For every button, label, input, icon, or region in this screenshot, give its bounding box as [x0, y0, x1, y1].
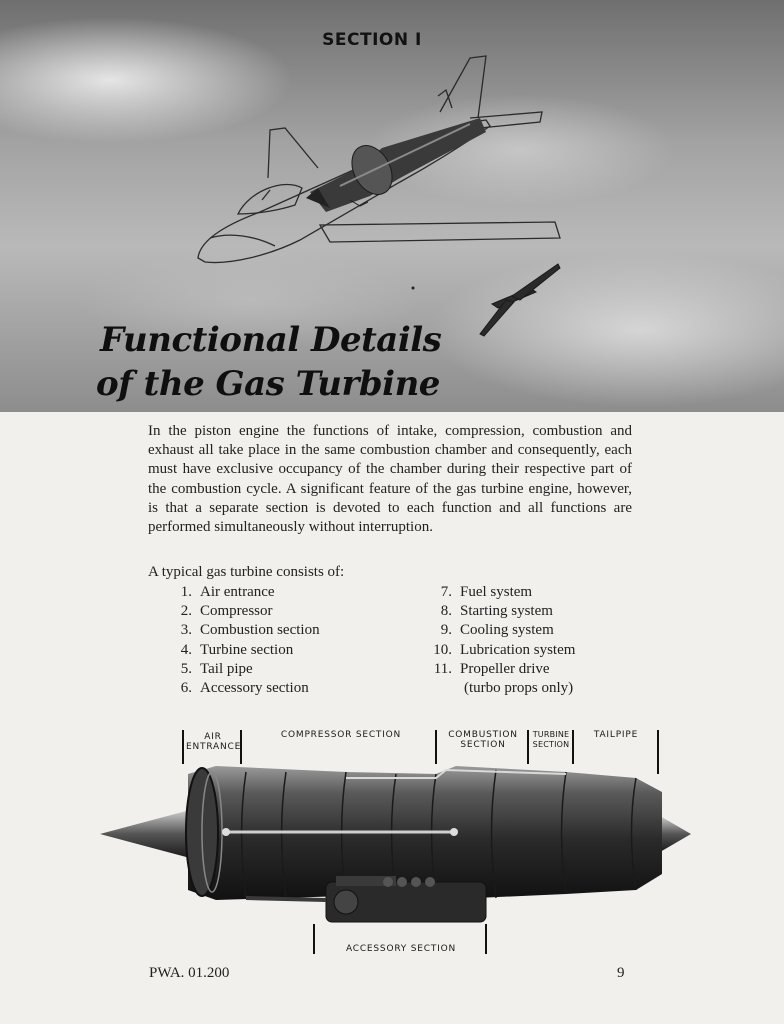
list-item	[420, 660, 660, 679]
item-number: 8.	[440, 603, 452, 620]
list-item	[160, 602, 380, 621]
inlet-nose-cone	[100, 810, 190, 858]
list-item	[420, 621, 660, 640]
item-label: Tail pipe	[200, 660, 253, 677]
label-tailpipe: TAILPIPE	[593, 730, 639, 740]
item-number: 1.	[180, 584, 192, 600]
list-item	[160, 583, 380, 602]
item-number: 11.	[433, 660, 452, 677]
item-number: 2.	[180, 603, 192, 620]
item-label: Starting system	[460, 603, 553, 620]
label-turbine-section	[528, 730, 574, 750]
item-label: Turbine section	[200, 641, 294, 658]
components-list-left	[160, 583, 380, 698]
components-heading: A typical gas turbine consists of:	[148, 564, 345, 580]
sky-illustration-panel	[0, 0, 784, 412]
list-item	[160, 641, 380, 660]
label-combustion-line-1: COMBUSTION	[448, 730, 518, 740]
item-note: (turbo props only)	[464, 680, 574, 697]
item-label: Fuel system	[460, 584, 533, 600]
list-item	[160, 660, 380, 679]
components-list-right	[420, 583, 660, 698]
list-item-note	[420, 679, 660, 698]
document-number: PWA. 01.200	[149, 965, 230, 981]
item-label: Air entrance	[200, 584, 275, 600]
item-label: Compressor	[200, 603, 273, 620]
label-turbine-line-1: TURBINE	[532, 730, 570, 739]
item-number: 10.	[433, 641, 452, 658]
label-air-entrance	[186, 732, 240, 752]
label-compressor-section: COMPRESSOR SECTION	[280, 730, 402, 740]
item-number: 3.	[180, 622, 192, 639]
list-item	[160, 679, 380, 698]
list-item	[420, 602, 660, 621]
item-label: Propeller drive	[460, 660, 550, 677]
engine-cutaway-in-jet	[306, 118, 486, 212]
label-combustion-line-2: SECTION	[460, 740, 506, 750]
label-accessory-section: ACCESSORY SECTION	[345, 944, 457, 954]
title-line-1: Functional Details	[100, 320, 442, 360]
item-label: Cooling system	[460, 622, 554, 639]
exhaust-cone	[660, 816, 691, 852]
intro-paragraph: In the piston engine the functions of intake, compression, combustion and exhaust all take place in the same combustion chamber and consequently, each must have exclusive occupancy of the chamber during their respective part of the combustion cycle. A significant feature of the gas turbine engine, however, is that a separate section is devoted to each function and all functions are performed simultaneously without interruption.	[148, 423, 632, 536]
section-heading: SECTION I	[322, 30, 422, 50]
page-number: 9	[617, 965, 625, 981]
distant-jet-icon	[480, 264, 560, 336]
item-number: 9.	[440, 622, 452, 639]
item-number: 4.	[180, 641, 192, 658]
item-number: 5.	[180, 660, 192, 677]
list-item	[420, 641, 660, 660]
page-title	[96, 318, 442, 406]
item-label: Accessory section	[200, 680, 309, 697]
item-number: 6.	[180, 680, 192, 697]
engine-drawing	[96, 722, 696, 962]
label-air-line-1: AIR	[204, 732, 222, 742]
item-label: Lubrication system	[460, 641, 576, 658]
item-label: Combustion section	[200, 622, 320, 639]
item-number: 7.	[440, 584, 452, 600]
title-line-2: of the Gas Turbine	[96, 364, 440, 404]
list-item	[160, 621, 380, 640]
label-combustion-section	[440, 730, 526, 750]
label-turbine-line-2: SECTION	[532, 740, 570, 749]
label-air-line-2: ENTRANCE	[186, 742, 242, 752]
list-item	[420, 583, 660, 602]
